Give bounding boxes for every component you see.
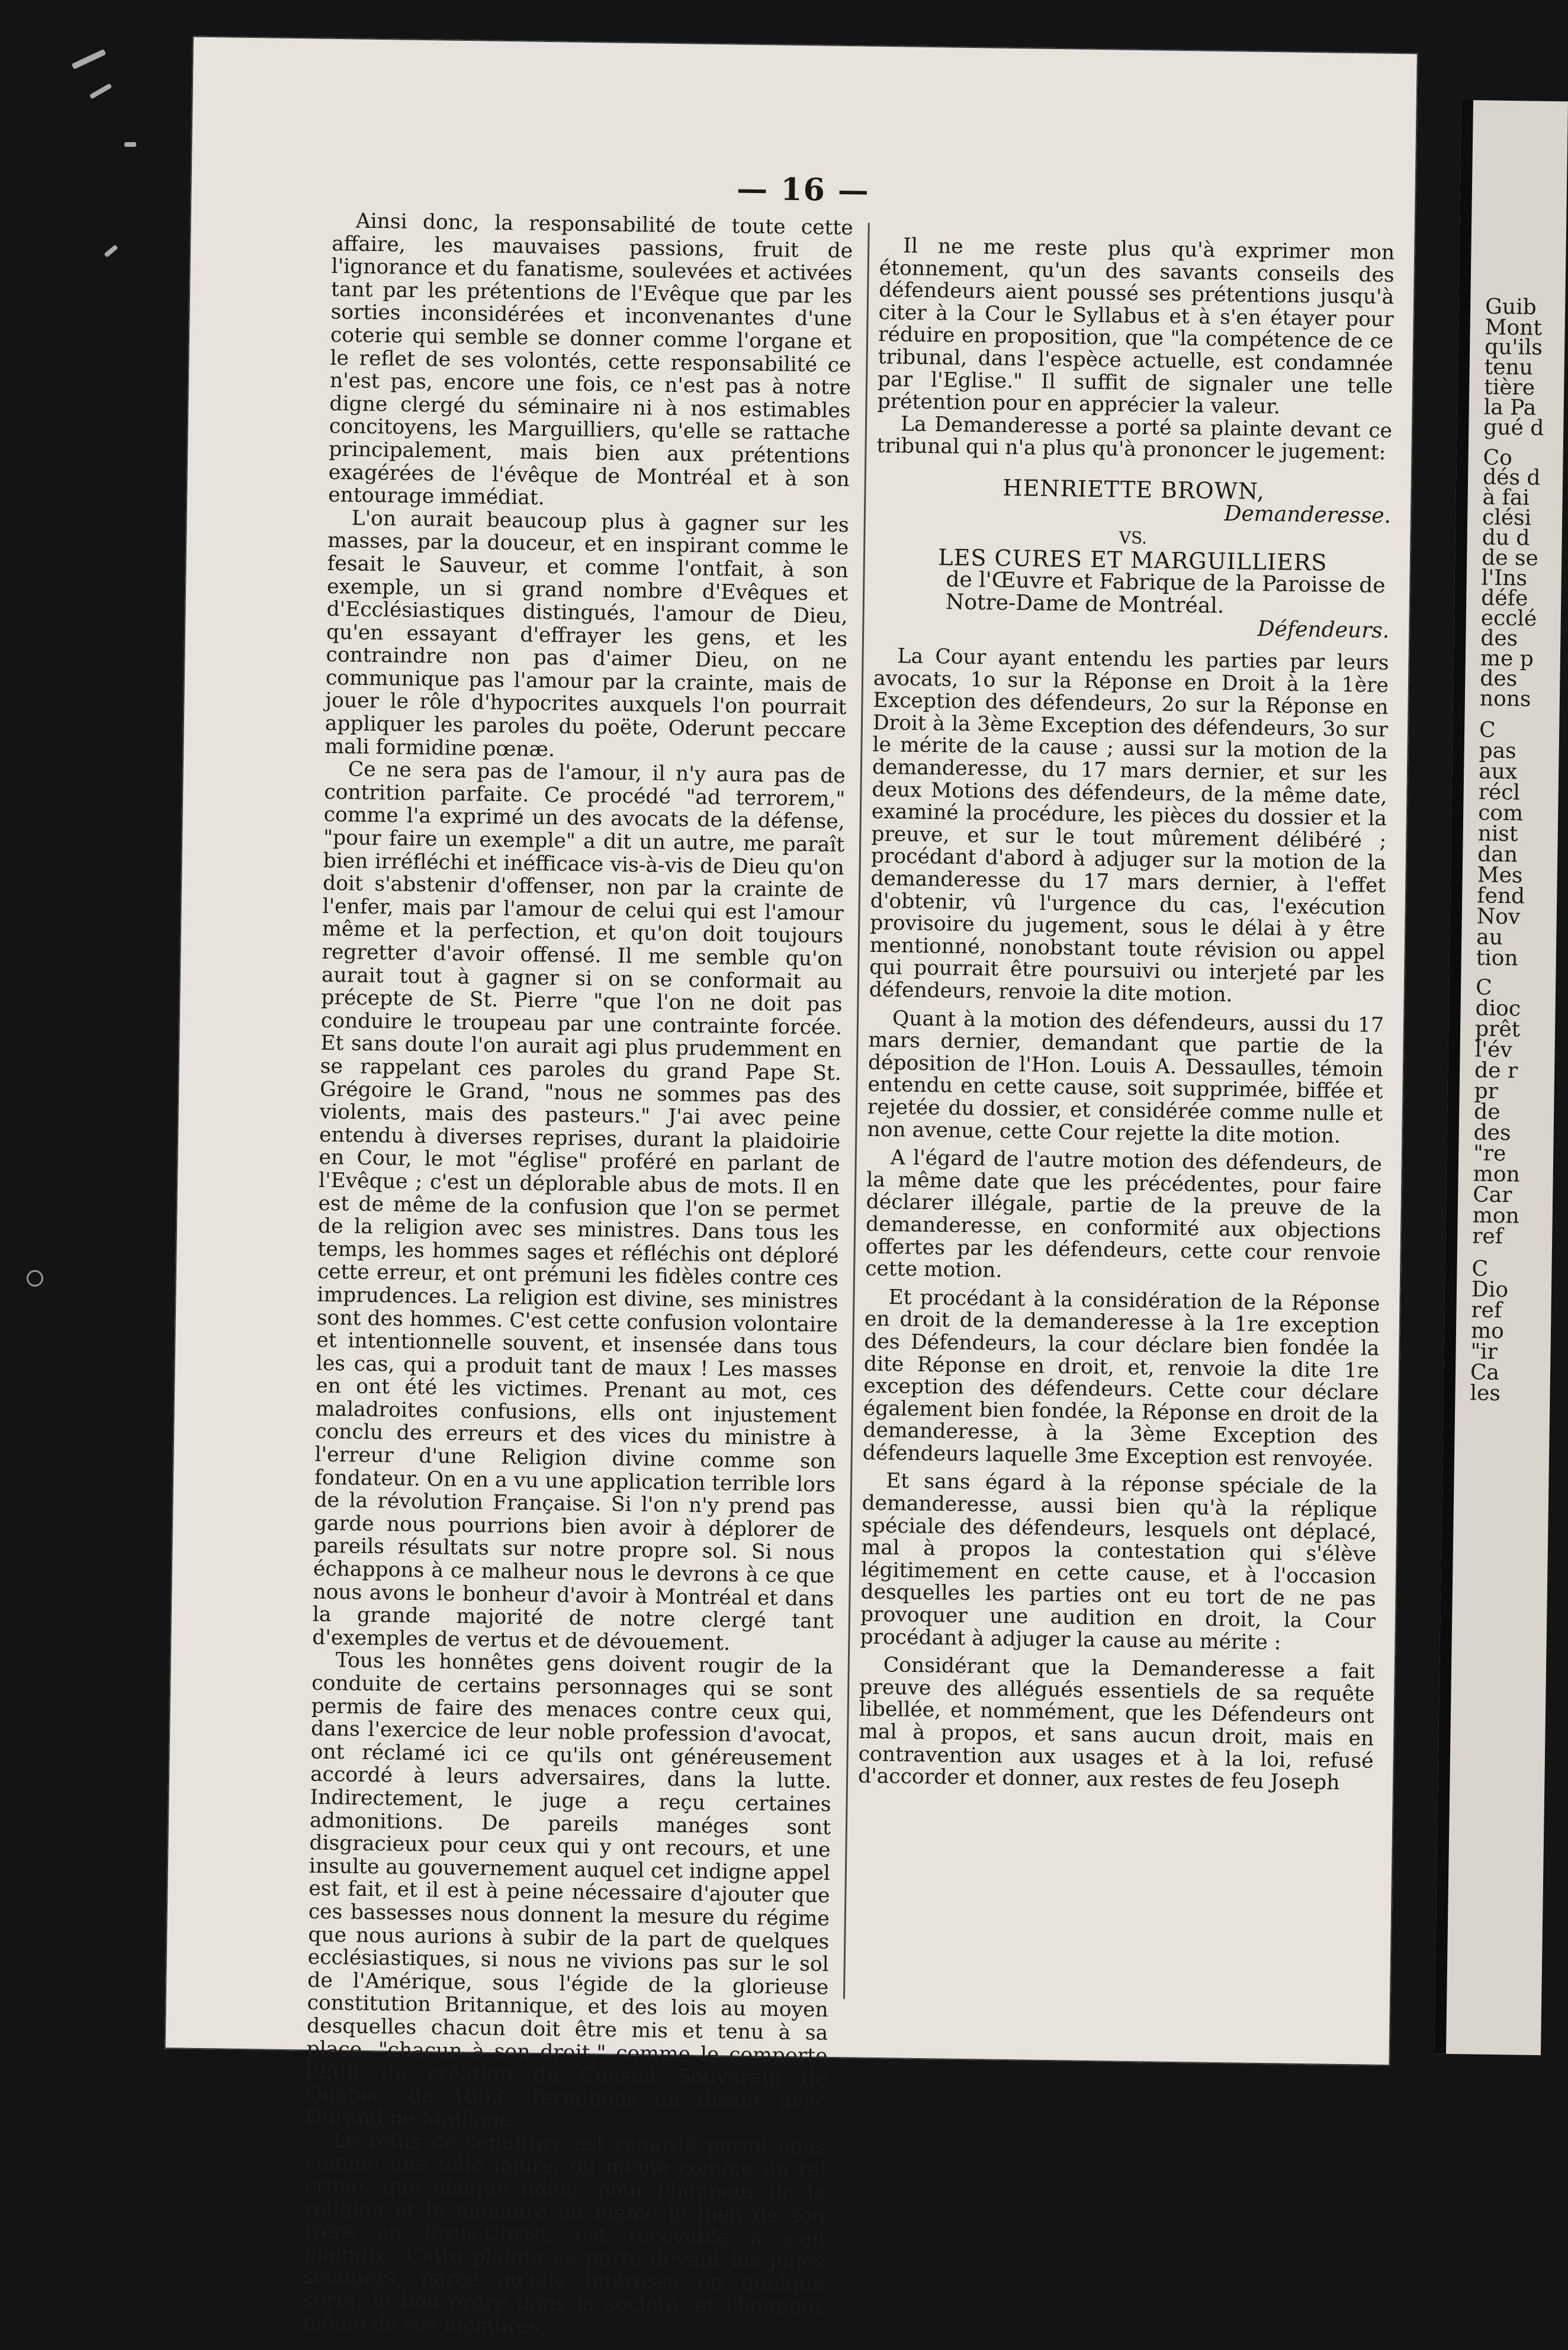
paragraph: Tous les honnêtes gens doivent rougir de la conduite de certains personnages qui se sont permis de faire des menaces contre ceux qui, dans l'exercice de leur noble profession d'avocat, ont réclamé ici ce qu'ils ont généreusement accordé à leurs adversaires, dans la lutte. Indirectement, le juge a reçu certaines admonitions. De pareils manéges sont disgracieux pour ceux qui y ont recours, et une insulte au gouvernement auquel cet indigne appel est fait, et il est à peine nécessaire d'ajouter que ces bassesses nous donnent la mesure du régime que nous aurions à subir de la part de quelques ecclésiastiques, si nous ne vivions pas sur le sol de l'Amérique, sous l'égide de la glorieuse constitution Britannique, et des lois au moyen desquelles chacun doit être mis et tenu à sa place, "chacun à son droit," comme le comporte l'Edit de création du Conseil Souverain de Québec, de 1663. Terminons en disant avec Durand de Maillane. [305,1648,834,2132]
adjacent-page-fragment: nist [1477,821,1518,847]
adjacent-page-fragment: Mes [1477,863,1523,888]
adjacent-page-fragment: Car [1472,1182,1512,1208]
adjacent-page-fragment: Ca [1470,1360,1500,1385]
paragraph: Ainsi donc, la responsabilité de toute cette affaire, les mauvaises passions, fruit de l'ignorance et du fanatisme, soulevées et activées tant par les prétentions de l'Evêque que par les sorties inconsidérées et inconvenantes d'une coterie qui semble se donner comme l'organe et le reflet de ses volontés, cette responsabilité ce n'est pas, encore une fois, ce n'est pas à notre digne clergé du séminaire ni à nos estimables concitoyens, les Marguilliers, qu'elle se rattache principalement, mais bien aux prétentions exagérées de l'évêque de Montréal et à son entourage immédiat. [328,209,853,510]
film-mark [104,245,118,258]
adjacent-page-fragment: com [1477,801,1524,826]
adjacent-page-fragment: fend [1476,883,1525,909]
adjacent-page-fragment: des [1473,1120,1511,1146]
paragraph: L'on aurait beaucoup plus à gagner sur les masses, par la douceur, et en inspirant comme le fesait le Sauveur, et comme l'ontfait, à son exemple, un si grand nombre d'Evêques et d'Ecclésiastiques distingués, l'amour de Dieu, qu'en essayant d'effrayer les gens, et les contraindre non pas d'aimer Dieu, on ne communique pas l'amour par la crainte, mais de jouer le rôle d'hypocrites auxquels l'on pourrait appliquer les paroles du poëte, Oderunt peccare mali formidine pœnæ. [324,506,849,761]
adjacent-page-fragment: Mont [1485,315,1543,340]
judgment-text [858,645,1389,1795]
adjacent-page-fragment: mon [1473,1162,1520,1187]
adjacent-page-fragment: Nov [1476,904,1521,930]
left-column [303,210,853,2342]
adjacent-page-fragment: ecclé [1480,606,1537,631]
adjacent-page-fragment: pr [1474,1079,1499,1104]
page-gutter-shadow [1434,100,1473,2054]
adjacent-page-fragment: Guib [1485,294,1537,320]
adjacent-page-fragment: défe [1481,586,1528,611]
adjacent-page-fragment: de se [1481,545,1539,571]
paragraph: Quant à la motion des défendeurs, aussi du 17 mars dernier, demandant que partie de la déposition de l'Hon. Louis A. Dessaulles, témoin entendu en cette cause, soit supprimée, biffée et rejetée du dossier, et considérée comme nulle et non avenue, cette Cour rejette la dite motion. [867,1006,1384,1148]
paragraph: A l'égard de l'autre motion des défendeurs, de la même date que les précédentes, pour faire déclarer illégale, partie de la preuve de la demanderesse, en conformité aux objections offertes par les défendeurs, cette cour renvoie cette motion. [865,1146,1382,1282]
paragraph: La Cour ayant entendu les parties par leurs avocats, 1o sur la Réponse en Droit à la 1ère Exception des défendeurs, 2o sur la Réponse en Droit à la 3ème Exception des défendeurs, 3o sur le mérite de la cause ; aussi sur la motion de la demanderesse, du 17 mars dernier, et sur les deux Motions des défendeurs, de la même date, examiné la procédure, les pièces du dossier et la preuve, et sur le tout mûrement délibéré ; procédant d'abord à adjuger sur la motion de la demanderesse du 17 mars dernier, à l'effet d'obtenir, vû l'urgence du cas, l'exécution provisoire du jugement, sous le délai à y être mentionné, nonobstant toute révision ou appel qui pourrait être poursuivi ou interjeté par les défendeurs, renvoie la dite motion. [869,644,1389,1007]
adjacent-page-fragment: à fai [1482,485,1530,510]
adjacent-page-fragment: ref [1471,1224,1503,1249]
quotation: "Le refus de sépulture est regardé parmi nous comme une telle injure, ou même comme un tel crime, que chaque fidèle, pour l'honneur de la religion et la mémoire ou même le bien de son frère en Jésus-Christ, est recevable à s'en plaindre. Cette plainte se porte devant les juges séculiers, parce qu'elle intéresse en quelque sorte, le bon ordre dans la société, et l'honneur même de ses membres." [302,2128,827,2339]
paragraph: La Demanderesse a porté sa plainte devant ce tribunal qui n'a plus qu'à prononcer le jugement: [876,412,1393,465]
right-column [858,235,1395,1801]
adjacent-page-fragment: tion [1476,946,1518,971]
adjacent-page-fragment: prêt [1474,1017,1521,1042]
adjacent-page-fragment: l'év [1474,1037,1512,1063]
paragraph: Et procédant à la considération de la Réponse en droit de la demanderesse à la 1re exception des Défendeurs, la cour déclare bien fondée la dite Réponse en droit, et, renvoie la dite 1re exception des défendeurs. Cette cour déclare également bien fondée, la Réponse en droit de la demanderesse, à la 3ème Exception des défendeurs laquelle 3me Exception est renvoyée. [862,1285,1380,1472]
film-mark [72,49,107,69]
adjacent-page-fragment: dés d [1482,465,1541,490]
adjacent-page-fragment: les [1470,1381,1501,1406]
paragraph: Il ne me reste plus qu'à exprimer mon étonnement, qu'un des savants conseils des défendeurs aient poussé ses prétentions jusqu'à citer à la Cour le Syllabus et à s'en étayer pour réduire en proposition, que "la compétence de ce tribunal, dans l'espèce actuelle, est condamnée par l'Eglise." Il suffit de signaler une telle prétention pour en apprécier la valeur. [877,234,1395,419]
adjacent-page-fragment: gué d [1483,415,1544,441]
adjacent-page-fragment: mo [1470,1319,1505,1344]
adjacent-page-fragment: C [1475,975,1492,1000]
case-caption [874,475,1392,642]
adjacent-page-fragments [1461,100,1568,1406]
book-page [165,36,1418,2339]
adjacent-page-fragment: la Pa [1483,395,1537,420]
paragraph: Considérant que la Demanderesse a fait preuve des allégués essentiels de sa requête libellée, et nommément, que les Défendeurs ont mal à propos, et sans aucun droit, mais en contravention aux usages et à la loi, refusé d'accorder et donner, aux restes de feu Joseph [857,1653,1375,1795]
film-mark [89,83,113,99]
adjacent-page-fragment: me p [1480,646,1534,671]
adjacent-page-fragment: C [1471,1256,1489,1281]
plaintiff-name: HENRIETTE BROWN, [1003,474,1265,504]
adjacent-page-edge [1434,100,1568,2055]
film-hole [27,1270,43,1287]
film-mark [124,142,136,147]
adjacent-page-fragment: "re [1473,1141,1506,1166]
adjacent-page-fragment: "ir [1470,1339,1498,1364]
adjacent-page-fragment: du d [1482,525,1530,551]
adjacent-page-fragment: pas [1479,738,1516,764]
defendants-role: Défendeurs. [1257,616,1390,643]
defendants-detail: de l'Œuvre et Fabrique de la Paroisse de Notre-Dame de Montréal. [945,567,1386,618]
adjacent-page-fragment: tenu [1484,355,1534,380]
adjacent-page-fragment: aux [1478,759,1518,785]
page-number: — 16 — [736,171,870,209]
adjacent-page-fragment: récl [1478,780,1521,805]
adjacent-page-fragment: Dio [1471,1277,1509,1303]
adjacent-page-fragment: dioc [1475,996,1521,1021]
plaintiff-role: Demanderesse. [1224,501,1392,528]
adjacent-page-fragment: de r [1474,1058,1518,1084]
adjacent-page-fragment: dan [1477,842,1518,867]
paragraph: Et sans égard à la réponse spéciale de la demanderesse, aussi bien qu'à la réplique spéciale des défendeurs, lesquels ont déplacé, mal à propos la contestation qui s'élève légitimement en cette cause, et à l'occasion desquelles les parties ont eu tort de ne pas provoquer une audition en droit, la Cour procédant à adjuger la cause au mérite : [860,1469,1378,1655]
adjacent-page-fragment: des [1480,626,1518,651]
defendants-name: LES CURES ET MARGUILLIERS [938,544,1328,576]
adjacent-page-fragment: des [1480,666,1518,692]
adjacent-page-fragment: ref [1471,1298,1502,1323]
adjacent-page-fragment: au [1476,925,1503,950]
adjacent-page-fragment: qu'ils [1484,335,1543,360]
adjacent-page-fragment: de [1473,1100,1500,1124]
adjacent-page-fragment: clési [1482,505,1532,531]
adjacent-page-fragment: mon [1472,1203,1520,1229]
versus: VS. [1119,528,1148,548]
adjacent-page-fragment: l'Ins [1481,565,1528,591]
adjacent-page-fragment: tière [1483,375,1535,400]
paragraph: Ce ne sera pas de l'amour, il n'y aura pas de contrition parfaite. Ce procédé "ad terrorem," comme l'a exprimé un des avocats de la défense, "pour faire un exemple" a dit un autre, me paraît bien irréfléchi et inéfficace vis-à-vis de Dieu qu'on doit s'abstenir d'offenser, non par la crainte de l'enfer, mais par l'amour de celui qui est l'amour même et la perfection, et qu'on doit toujours regretter d'avoir offensé. Il me semble qu'on aurait tout à gagner si on se conformait au précepte de St. Pierre "que l'on ne doit pas conduire le troupeau par une contrainte forcée. Et sans doute l'on aurait agi plus prudemment en se rappelant ces paroles du grand Pape St. Grégoire le Grand, "nous ne sommes pas des violents, mais des pasteurs." J'ai avec peine entendu à diverses reprises, durant la plaidoirie en Cour, le mot "église" proféré en parlant de l'Evêque ; c'est un déplorable abus de mots. Il en est de même de la confusion que l'on se permet de la religion avec ses ministres. Dans tous les temps, les hommes sages et réfléchis ont déploré cette erreur, et ont prémuni les fidèles contre ces imprudences. La religion est divine, ses ministres sont des hommes. C'est cette confusion volontaire et intentionnelle souvent, et insensée dans tous les cas, qui a produit tant de maux ! Les masses en ont été les victimes. Prenant au mot, ces maladroites confusions, ells ont injustement conclu des erreurs et des vices du ministre à l'erreur d'une Religion divine comme son fondateur. On en a vu une application terrible lors de la révolution Française. Si l'on n'y prend pas garde nous pourrions bien avoir à déplorer de pareils résultats sur notre propre sol. Si nous échappons à ce malheur nous le devrons à ce que nous avons le bonheur d'avoir à Montréal et dans la grande majorité de notre clergé tant d'exemples de vertus et de dévouement. [312,757,846,1655]
adjacent-page-fragment: nons [1479,686,1531,712]
adjacent-page-fragment: C [1479,718,1496,742]
adjacent-page-fragment: Co [1483,445,1513,471]
